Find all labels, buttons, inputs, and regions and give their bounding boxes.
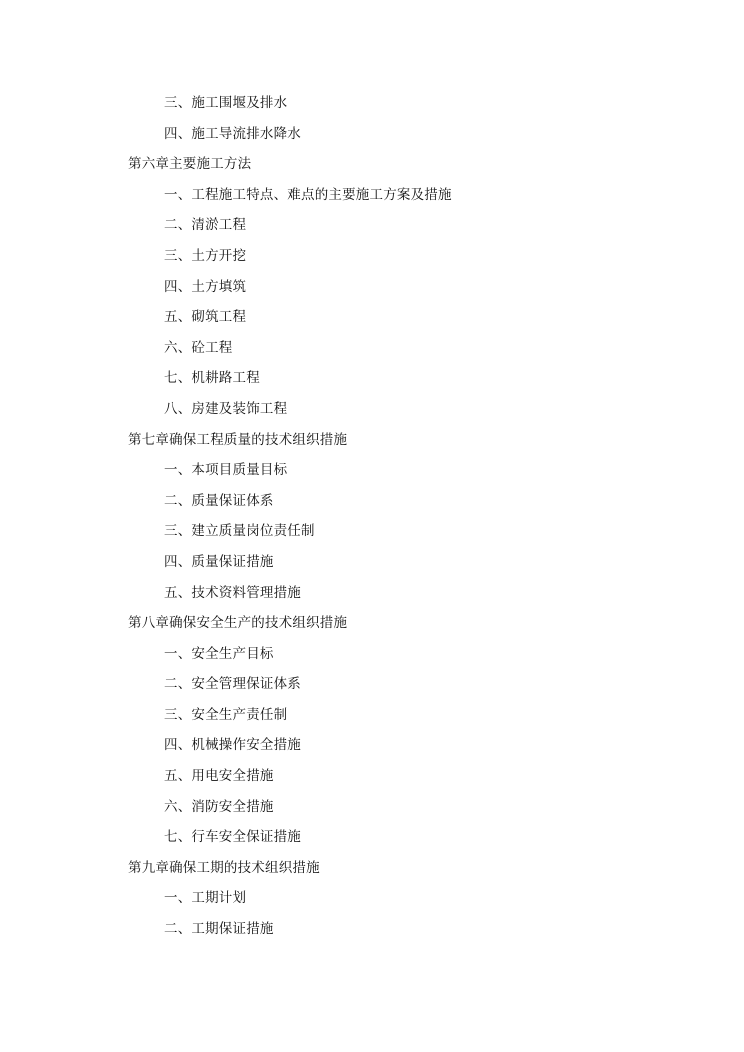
toc-section-entry[interactable]: 四、质量保证措施 — [164, 553, 274, 570]
toc-section-entry[interactable]: 七、机耕路工程 — [164, 370, 260, 387]
toc-section-entry[interactable]: 一、安全生产目标 — [164, 645, 274, 662]
toc-chapter-entry[interactable]: 第七章确保工程质量的技术组织措施 — [128, 431, 348, 448]
toc-section-entry[interactable]: 一、工期计划 — [164, 890, 247, 907]
toc-section-entry[interactable]: 四、土方填筑 — [164, 278, 247, 295]
toc-section-entry[interactable]: 五、技术资料管理措施 — [164, 584, 301, 601]
toc-section-entry[interactable]: 三、建立质量岗位责任制 — [164, 523, 315, 540]
toc-section-entry[interactable]: 二、清淤工程 — [164, 217, 247, 234]
toc-section-entry[interactable]: 六、砼工程 — [164, 339, 233, 356]
toc-section-entry[interactable]: 二、工期保证措施 — [164, 921, 274, 938]
toc-section-entry[interactable]: 六、消防安全措施 — [164, 798, 274, 815]
toc-section-entry[interactable]: 三、安全生产责任制 — [164, 706, 288, 723]
toc-section-entry[interactable]: 七、行车安全保证措施 — [164, 829, 301, 846]
toc-section-entry[interactable]: 四、施工导流排水降水 — [164, 125, 301, 142]
toc-section-entry[interactable]: 八、房建及装饰工程 — [164, 400, 288, 417]
toc-section-entry[interactable]: 五、用电安全措施 — [164, 768, 274, 785]
toc-section-entry[interactable]: 三、施工围堰及排水 — [164, 95, 288, 111]
toc-chapter-entry[interactable]: 第八章确保安全生产的技术组织措施 — [128, 615, 348, 632]
toc-section-entry[interactable]: 二、质量保证体系 — [164, 492, 274, 509]
toc-chapter-entry[interactable]: 第九章确保工期的技术组织措施 — [128, 859, 320, 876]
toc-section-entry[interactable]: 一、本项目质量目标 — [164, 462, 288, 479]
toc-chapter-entry[interactable]: 第六章主要施工方法 — [128, 156, 252, 173]
toc-section-entry[interactable]: 三、土方开挖 — [164, 247, 247, 264]
toc-section-entry[interactable]: 五、砌筑工程 — [164, 309, 247, 326]
toc-section-entry[interactable]: 一、工程施工特点、难点的主要施工方案及措施 — [164, 186, 452, 203]
toc-section-entry[interactable]: 二、安全管理保证体系 — [164, 676, 301, 693]
table-of-contents — [128, 88, 648, 945]
toc-section-entry[interactable]: 四、机械操作安全措施 — [164, 737, 301, 754]
